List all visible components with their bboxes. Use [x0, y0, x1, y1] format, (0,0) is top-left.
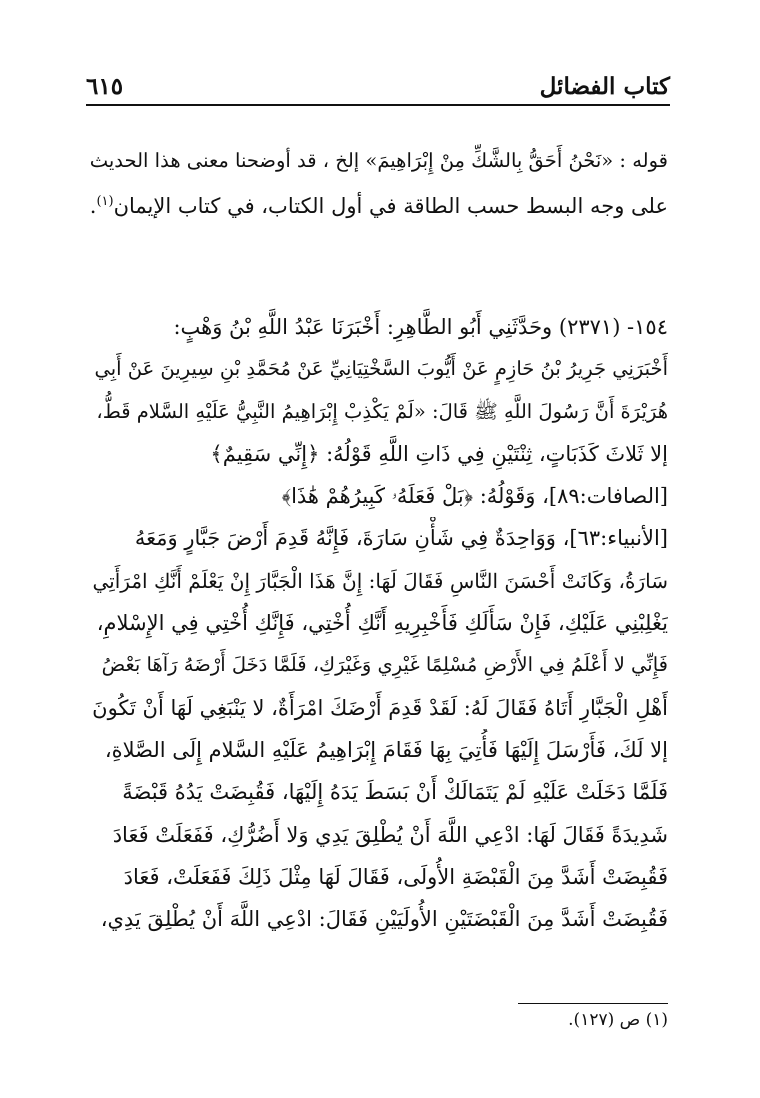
header-divider — [86, 104, 670, 106]
page-header — [86, 60, 670, 100]
text-line: ١٥٤- (٢٣٧١) وحَدَّثَنِي أَبُو الطَّاهِرِ: أَخْبَرَنَا عَبْدُ اللَّهِ بْنُ وَهْبٍ: — [173, 315, 668, 339]
text-line: هُرَيْرَةَ أَنَّ رَسُولَ اللَّهِ ﷺ قَالَ: «لَمْ يَكْذِبْ إِبْرَاهِيمُ النَّبِيُّ عَلَيْهِ السَّلام قَطُّ، — [96, 399, 668, 423]
text-line: شَدِيدَةً فَقَالَ لَهَا: ادْعِي اللَّهَ أَنْ يُطْلِقَ يَدِي وَلا أَضُرُّكِ، فَفَعَلَتْ فَعَادَ — [112, 822, 668, 847]
text-line: سَارَةُ، وَكَانَتْ أَحْسَنَ النَّاسِ فَقَالَ لَهَا: إِنَّ هَذَا الْجَبَّارَ إِنْ يَعْلَمْ أَنَّكِ امْرَأَتِي — [92, 568, 668, 593]
commentary-paragraph — [88, 140, 668, 227]
hadith-paragraph — [88, 306, 668, 940]
page-number: ٦١٥ — [86, 73, 124, 100]
text-line: قوله : «نَحْنُ أَحَقُّ بِالشَّكِّ مِنْ إِبْرَاهِيمَ» إلخ ، قد أوضحنا معنى هذا الحديث — [89, 149, 668, 172]
text-line: إلا ثَلاثَ كَذَبَاتٍ، ثِنْتَيْنِ فِي ذَاتِ اللَّهِ قَوْلُهُ: ﴿إِنِّي سَقِيمٌ﴾ — [210, 441, 668, 466]
footnote: (١) ص (١٢٧). — [568, 1010, 668, 1030]
text-line: يَغْلِبْنِي عَلَيْكِ، فَإِنْ سَأَلَكِ فَأَخْبِرِيهِ أَنَّكِ أُخْتِي، فَإِنَّكِ أُخْتِي فِي الإِسْلامِ، — [96, 611, 668, 636]
text-line: فَإِنِّي لا أَعْلَمُ فِي الأَرْضِ مُسْلِمًا غَيْرِي وَغَيْرَكِ، فَلَمَّا دَخَلَ أَرْضَهُ رَآهَا بَعْضُ — [101, 653, 668, 677]
text-line: أَهْلِ الْجَبَّارِ أَتَاهُ فَقَالَ لَهُ: لَقَدْ قَدِمَ أَرْضَكَ امْرَأَةٌ، لا يَنْبَغِي لَهَا أَنْ تَكُونَ — [92, 695, 668, 720]
text-line-content: على وجه البسط حسب الطاقة في أول الكتاب، في كتاب الإيمان — [113, 194, 668, 218]
end-mark: . — [89, 194, 97, 218]
text-line: [الصافات:٨٩]، وَقَوْلُهُ: ﴿بَلْ فَعَلَهُۥ كَبِيرُهُمْ هَٰذَا﴾ — [281, 484, 668, 509]
text-line: فَلَمَّا دَخَلَتْ عَلَيْهِ لَمْ يَتَمَالَكْ أَنْ بَسَطَ يَدَهُ إِلَيْهَا، فَقُبِضَتْ يَدُهُ قَبْضَةً — [122, 780, 668, 805]
text-line: فَقُبِضَتْ أَشَدَّ مِنَ الْقَبْضَتَيْنِ الأُولَيَيْنِ فَقَالَ: ادْعِي اللَّهَ أَنْ يُطْلِقَ يَدِي، — [100, 907, 668, 932]
footnote-marker: (١) — [96, 194, 114, 209]
text-line — [88, 181, 668, 227]
text-line: إلا لَكَ، فَأَرْسَلَ إِلَيْهَا فَأُتِيَ بِهَا فَقَامَ إِبْرَاهِيمُ عَلَيْهِ السَّلام إِلَى الصَّلاةِ، — [104, 737, 668, 762]
text-line: أَخْبَرَنِي جَرِيرُ بْنُ حَازِمٍ عَنْ أَيُّوبَ السَّخْتِيَانِيِّ عَنْ مُحَمَّدِ بْنِ سِيرِينَ عَنْ أَبِي — [94, 357, 668, 381]
chapter-title: كتاب الفضائل — [539, 73, 670, 100]
text-line: [الأنبياء:٦٣]، وَوَاحِدَةٌ فِي شَأْنِ سَارَةَ، فَإِنَّهُ قَدِمَ أَرْضَ جَبَّارٍ وَمَعَهُ — [134, 526, 668, 551]
text-line: فَقُبِضَتْ أَشَدَّ مِنَ الْقَبْضَةِ الأُولَى، فَقَالَ لَهَا مِثْلَ ذَلِكَ فَفَعَلَتْ، فَعَادَ — [123, 864, 668, 889]
footnote-divider — [518, 1003, 668, 1004]
